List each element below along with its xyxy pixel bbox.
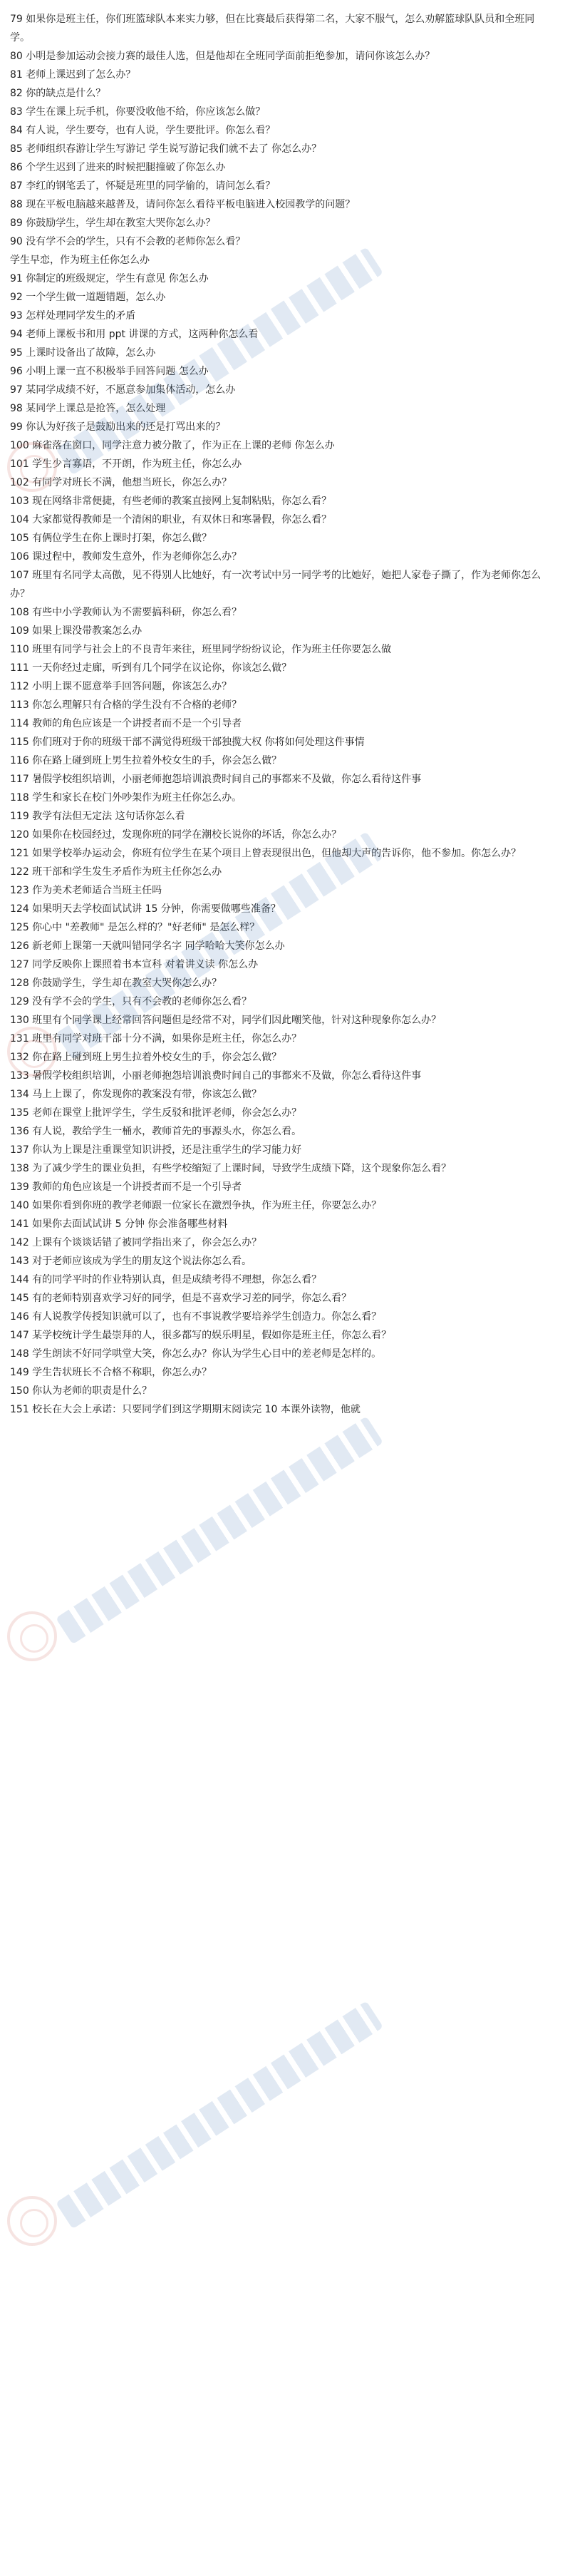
- question-item: 82 你的缺点是什么？: [10, 88, 106, 99]
- question-item: 109 如果上课没带教案怎么办: [10, 625, 142, 637]
- question-item: 97 某同学成绩不好，不愿意参加集体活动，怎么办: [10, 384, 236, 396]
- question-item: 116 你在路上碰到班上男生拉着外校女生的手，你会怎么做？: [10, 755, 282, 766]
- question-item: 103 现在网络非常便捷，有些老师的教案直接网上复制粘贴，你怎么看？: [10, 496, 332, 507]
- question-item: 125 你心中 "差教师" 是怎么样的？"好老师" 是怎么样？: [10, 922, 260, 933]
- question-item: 93 怎样处理同学发生的矛盾: [10, 310, 136, 322]
- question-item: 92 一个学生做一道题错题，怎么办: [10, 292, 166, 303]
- question-item: 131 班里有同学对班干部十分不满，如果你是班主任，你怎么办？: [10, 1033, 302, 1045]
- question-item: 115 你们班对于你的班级干部不满觉得班级干部独揽大权 你将如何处理这件事情: [10, 737, 365, 748]
- question-item: 91 你制定的班级规定，学生有意见 你怎么办: [10, 273, 209, 284]
- question-item: 117 暑假学校组织培训，小丽老师抱怨培训浪费时间自己的事都来不及做，你怎么看待这件事: [10, 774, 422, 785]
- question-item: 126 新老师上课第一天就叫错同学名字 同学哈哈大笑你怎么办: [10, 940, 285, 952]
- question-item: 145 有的老师特别喜欢学习好的同学，但是不喜欢学习差的同学，你怎么看？: [10, 1293, 352, 1304]
- question-item: 127 同学反映你上课照着书本宣科 对着讲义读 你怎么办: [10, 959, 259, 970]
- question-item: 83 学生在课上玩手机，你要没收他不给，你应该怎么做？: [10, 106, 266, 118]
- question-item: 143 对于老师应该成为学生的朋友这个说法你怎么看。: [10, 1256, 252, 1267]
- question-item: 140 如果你看到你班的教学老师跟一位家长在激烈争执，作为班主任，你要怎么办？: [10, 1200, 382, 1211]
- question-item: 102 有同学对班长不满，他想当班长，你怎么办？: [10, 477, 232, 488]
- question-item: 134 马上上课了，你发现你的教案没有带，你该怎么做？: [10, 1089, 262, 1100]
- question-item: 135 老师在课堂上批评学生，学生反驳和批评老师，你会怎么办？: [10, 1107, 302, 1119]
- question-item: 113 你怎么理解只有合格的学生没有不合格的老师？: [10, 699, 242, 711]
- question-item: 95 上课时设备出了故障，怎么办: [10, 347, 156, 359]
- question-item: 107 班里有名同学太高傲，见不得别人比她好，有一次考试中另一同学考的比她好，她把人家卷子撕了，作为老师你怎么办？: [10, 570, 541, 600]
- question-item: 89 你鼓励学生，学生却在教室大哭你怎么办？: [10, 217, 216, 229]
- question-item: 121 如果学校举办运动会，你班有位学生在某个项目上曾表现很出色，但他却大声的告诉你，他不参加。你怎么办？: [10, 848, 522, 859]
- question-item: 147 某学校统计学生最崇拜的人，很多都写的娱乐明星，假如你是班主任，你怎么看？: [10, 1330, 392, 1341]
- question-item: 141 如果你去面试试讲 5 分钟 你会准备哪些材料: [10, 1218, 228, 1230]
- question-item: 151 校长在大会上承诺：只要同学们到这学期期末阅读完 10 本课外读物，他就: [10, 1404, 361, 1415]
- question-item: 98 某同学上课总是抢答，怎么处理: [10, 403, 166, 414]
- question-item: 122 班干部和学生发生矛盾作为班主任你怎么办: [10, 866, 222, 878]
- question-item: 学生早恋，作为班主任你怎么办: [10, 255, 150, 266]
- question-item: 86 个学生迟到了进来的时候把腿撞破了你怎么办: [10, 162, 226, 173]
- question-item: 144 有的同学平时的作业特别认真，但是成绩考得不理想，你怎么看？: [10, 1274, 322, 1286]
- question-item: 138 为了减少学生的课业负担，有些学校缩短了上课时间，导致学生成绩下降，这个现象你怎么看？: [10, 1163, 452, 1174]
- question-item: 84 有人说，学生要夸，也有人说，学生要批评。你怎么看？: [10, 125, 276, 136]
- question-item: 104 大家都觉得教师是一个清闲的职业，有双休日和寒暑假，你怎么看？: [10, 514, 332, 525]
- question-item: 99 你认为好孩子是鼓励出来的还是打骂出来的？: [10, 421, 226, 433]
- question-item: 139 教师的角色应该是一个讲授者而不是一个引导者: [10, 1181, 242, 1193]
- question-item: 87 李红的钢笔丢了，怀疑是班里的同学偷的，请问怎么看？: [10, 180, 276, 192]
- question-item: 101 学生少言寡语，不开朗，作为班主任，你怎么办: [10, 458, 242, 470]
- question-item: 100 麻雀落在窗口，同学注意力被分散了，作为正在上课的老师 你怎么办: [10, 440, 335, 451]
- question-item: 108 有些中小学教师认为不需要搞科研，你怎么看？: [10, 607, 242, 618]
- question-item: 81 老师上课迟到了怎么办？: [10, 69, 136, 81]
- question-item: 133 暑假学校组织培训，小丽老师抱怨培训浪费时间自己的事都来不及做，你怎么看待这件事: [10, 1070, 422, 1082]
- question-item: 132 你在路上碰到班上男生拉着外校女生的手，你会怎么做？: [10, 1052, 282, 1063]
- question-item: 129 没有学不会的学生，只有不会教的老师你怎么看？: [10, 996, 252, 1007]
- question-item: 136 有人说，教给学生一桶水，教师首先的事源头水，你怎么看。: [10, 1126, 302, 1137]
- question-item: 90 没有学不会的学生，只有不会教的老师你怎么看？: [10, 236, 246, 247]
- question-item: 88 现在平板电脑越来越普及，请问你怎么看待平板电脑进入校园教学的问题？: [10, 199, 356, 210]
- question-item: 120 如果你在校园经过，发现你班的同学在潮校长说你的坏话，你怎么办？: [10, 829, 342, 841]
- question-item: 123 作为美术老师适合当班主任吗: [10, 885, 162, 896]
- question-item: 112 小明上课不愿意举手回答问题，你该怎么办？: [10, 681, 232, 692]
- question-item: 79 如果你是班主任，你们班篮球队本来实力够，但在比赛最后获得第二名，大家不服气，怎么劝解篮球队队员和全班同学。: [10, 14, 535, 43]
- question-item: 80 小明是参加运动会接力赛的最佳人选，但是他却在全班同学面前拒绝参加，请问你该怎么办？: [10, 51, 435, 62]
- question-list: [10, 10, 545, 1419]
- question-item: 149 学生告状班长不合格不称职，你怎么办？: [10, 1367, 212, 1378]
- question-item: 118 学生和家长在校门外吵架作为班主任你怎么办。: [10, 792, 242, 804]
- question-item: 110 班里有同学与社会上的不良青年来往，班里同学纷纷议论，作为班主任你要怎么做: [10, 644, 392, 655]
- question-item: 106 课过程中，教师发生意外，作为老师你怎么办？: [10, 551, 242, 563]
- question-item: 85 老师组织春游让学生写游记 学生说写游记我们就不去了 你怎么办？: [10, 143, 322, 155]
- question-item: 130 班里有个同学课上经常回答问题但是经常不对，同学们因此嘲笑他，针对这种现象你怎么办？: [10, 1015, 442, 1026]
- question-item: 124 如果明天去学校面试试讲 15 分钟，你需要做哪些准备？: [10, 903, 281, 915]
- question-item: 146 有人说教学传授知识就可以了，也有不事说教学要培养学生创造力。你怎么看？: [10, 1311, 382, 1323]
- question-item: 148 学生朗读不好同学哄堂大笑，你怎么办？你认为学生心目中的差老师是怎样的。: [10, 1348, 382, 1360]
- question-item: 111 一天你经过走廊，听到有几个同学在议论你，你该怎么做？: [10, 662, 292, 674]
- question-item: 150 你认为老师的职责是什么？: [10, 1385, 152, 1397]
- question-item: 142 上课有个谈谈话错了被同学指出来了，你会怎么办？: [10, 1237, 262, 1248]
- question-item: 105 有俩位学生在你上课时打架，你怎么做？: [10, 533, 212, 544]
- question-item: 128 你鼓励学生，学生却在教室大哭你怎么办？: [10, 977, 222, 989]
- question-item: 114 教师的角色应该是一个讲授者而不是一个引导者: [10, 718, 242, 729]
- question-item: 94 老师上课板书和用 ppt 讲课的方式，这两种你怎么看: [10, 329, 259, 340]
- question-item: 137 你认为上课是注重课堂知识讲授，还是注重学生的学习能力好: [10, 1144, 302, 1156]
- question-item: 96 小明上课一直不积极举手回答问题 怎么办: [10, 366, 209, 377]
- question-item: 119 教学有法但无定法 这句话你怎么看: [10, 811, 185, 822]
